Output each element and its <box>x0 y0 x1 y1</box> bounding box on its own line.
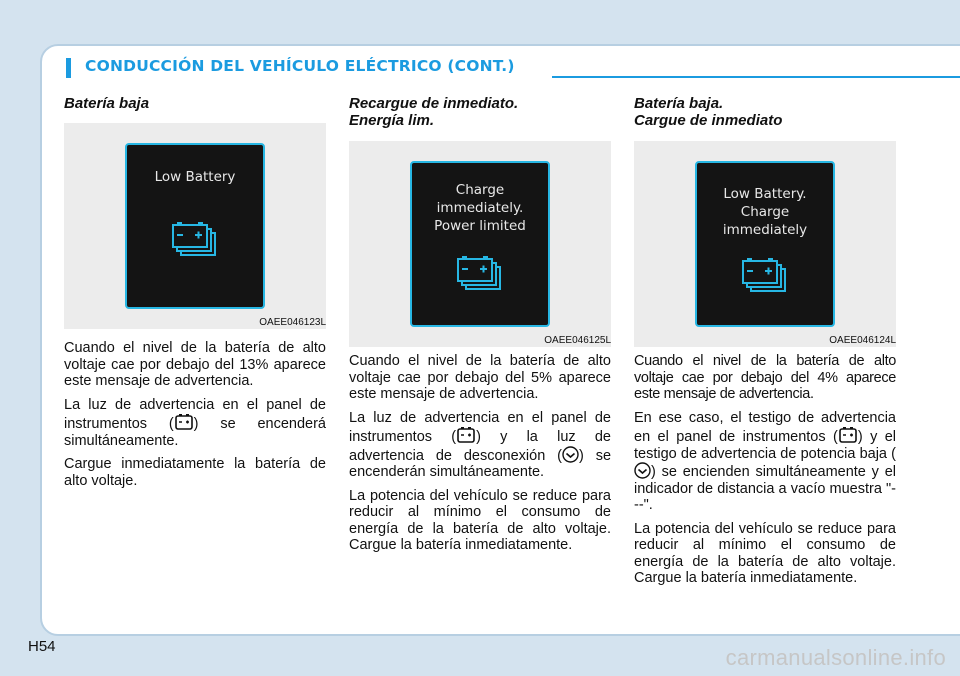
cluster-display <box>125 143 265 309</box>
text-run: ) y la luz de advertencia de desconexión ( <box>349 429 611 464</box>
watermark: carmanualsonline.info <box>725 645 946 670</box>
battery-warning-icon <box>174 413 194 431</box>
battery-stack-icon <box>171 221 221 261</box>
paragraph: Cuando el nivel de la batería de alto voltaje cae por debajo del 5% aparece este mensaje de advertencia. <box>349 353 611 402</box>
column-heading-line2: Energía lim. <box>349 112 435 129</box>
text-run: ) se encenderá simultáneamente. <box>64 416 326 449</box>
paragraph <box>634 410 896 514</box>
battery-stack-icon <box>456 255 506 295</box>
display-message: Charge immediately. Power limited <box>434 182 526 234</box>
text-run: ) y el testigo de advertencia de potencia baja ( <box>634 429 897 462</box>
figure-charge-power-limited <box>349 141 611 347</box>
battery-warning-icon <box>456 426 476 444</box>
paragraph <box>64 397 326 450</box>
text-run: ) se encenderán simultáneamente. <box>349 447 612 480</box>
figure-low-battery <box>64 123 326 329</box>
column-heading-line1: Recargue de inmediato. <box>349 95 519 112</box>
battery-stack-icon <box>741 257 791 297</box>
column-low-battery <box>64 95 326 112</box>
column-heading-line1: Batería baja. <box>634 95 724 112</box>
column-heading-line2: Cargue de inmediato <box>634 112 783 129</box>
column-heading: Batería baja <box>64 95 150 112</box>
column-low-battery-charge <box>634 95 896 129</box>
section-header <box>66 57 960 79</box>
cluster-display <box>410 161 550 327</box>
display-message: Low Battery. Charge immediately <box>722 186 808 238</box>
disconnect-warning-icon <box>562 446 579 463</box>
paragraph: Cuando el nivel de la batería de alto voltaje cae por debajo del 4% aparece este mensaje de advertencia. <box>634 353 896 402</box>
section-title: CONDUCCIÓN DEL VEHÍCULO ELÉCTRICO (CONT.) <box>85 57 515 75</box>
paragraph: La potencia del vehículo se reduce para reducir al mínimo el consumo de energía de la batería de alto voltaje. Cargue la batería inmediatamente. <box>349 487 611 553</box>
battery-warning-icon <box>838 426 858 444</box>
paragraph: La potencia del vehículo se reduce para reducir al mínimo el consumo de energía de la batería de alto voltaje. Cargue la batería inmediatamente. <box>634 520 896 586</box>
cluster-display <box>695 161 835 327</box>
column-body <box>64 340 326 496</box>
header-rule <box>552 76 960 78</box>
figure-code: OAEE046123L <box>259 317 326 328</box>
page-number: H54 <box>28 638 56 655</box>
figure-code: OAEE046124L <box>829 335 896 346</box>
paragraph: Cuando el nivel de la batería de alto voltaje cae por debajo del 13% aparece este mensaje de advertencia. <box>64 340 326 389</box>
paragraph <box>349 410 611 481</box>
figure-code: OAEE046125L <box>544 335 611 346</box>
column-body <box>634 353 896 594</box>
text-run: ) se encienden simultáneamente y el indicador de distancia a vacío muestra "---". <box>634 464 896 513</box>
text-run: La luz de advertencia en el panel de instrumentos ( <box>349 409 611 445</box>
text-run: En ese caso, el testigo de advertencia en el panel de instrumentos ( <box>634 409 896 445</box>
header-accent-bar <box>66 58 71 78</box>
paragraph: Cargue inmediatamente la batería de alto voltaje. <box>64 456 326 489</box>
figure-low-battery-charge <box>634 141 896 347</box>
column-body <box>349 353 611 561</box>
display-message: Low Battery <box>154 169 236 185</box>
text-run: La luz de advertencia en el panel de instrumentos ( <box>64 396 326 432</box>
low-power-warning-icon <box>634 462 651 479</box>
column-charge-power-limited <box>349 95 611 129</box>
